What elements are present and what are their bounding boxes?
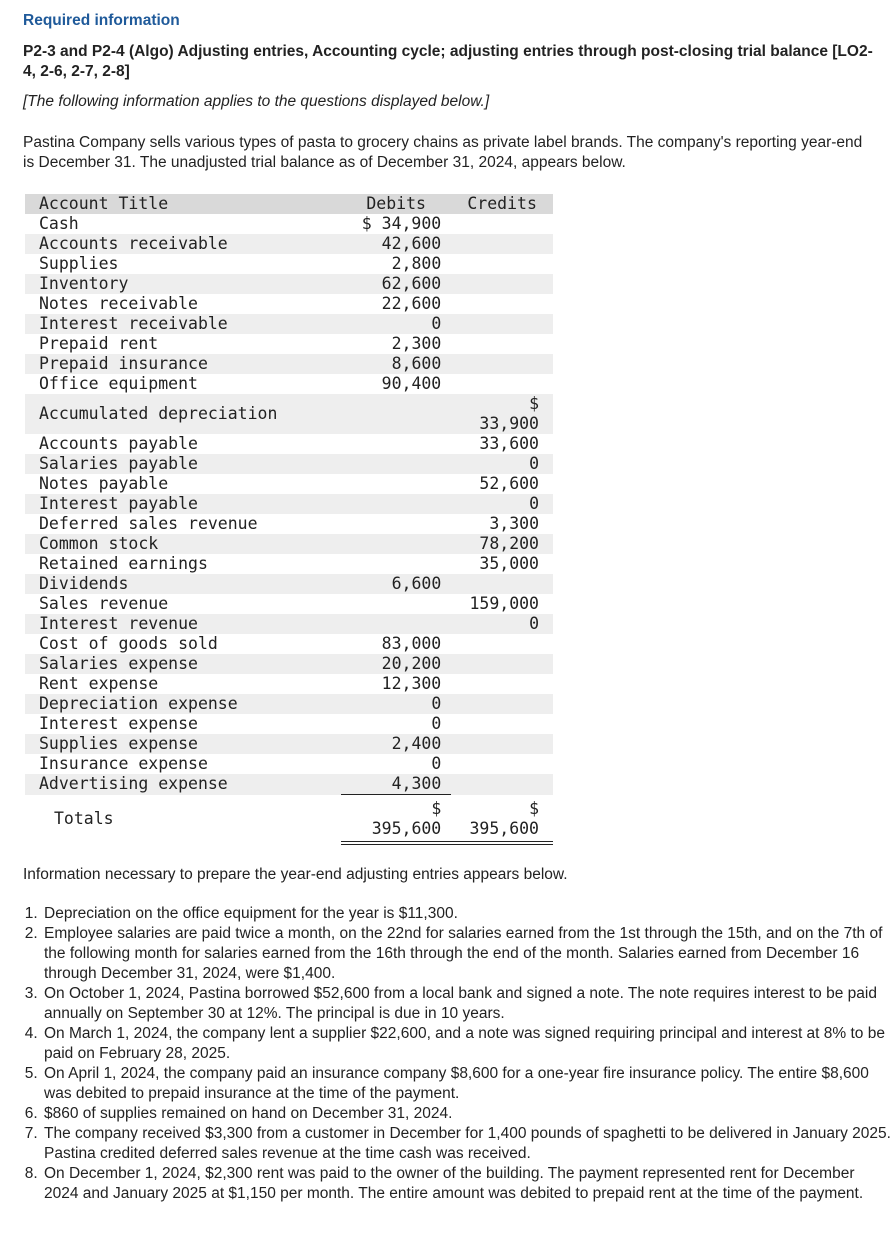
credit-cell: 33,600 [479,434,539,453]
account-title-cell: Cash [39,214,79,233]
table-row [25,554,553,574]
table-row [25,254,553,274]
table-row [25,454,553,474]
debit-cell: 90,400 [381,374,442,393]
table-row [25,274,553,294]
list-item: 6. $860 of supplies remained on hand on December 31, 2024. [42,1104,892,1124]
table-row [25,754,553,774]
credit-cell [451,234,553,254]
credit-value: 33,900 [479,414,539,433]
list-item: 4. On March 1, 2024, the company lent a supplier $22,600, and a note was signed requiring principal and interest at 8% to be paid on February 28, 2025. [42,1024,892,1064]
debit-cell [341,614,451,634]
table-row [25,594,553,614]
total-debit-value: 395,600 [371,819,442,838]
debit-cell: 6,600 [341,574,451,594]
header-debits: Debits [341,194,451,214]
account-title-cell: Interest revenue [25,614,341,634]
total-credit-value: 395,600 [469,819,539,838]
list-item: 5. On April 1, 2024, the company paid an insurance company $8,600 for a one-year fire insurance policy. The entire $8,600 was debited to prepaid insurance at the time of the payment. [42,1064,892,1104]
adjusting-info-intro: Information necessary to prepare the year-end adjusting entries appears below. [23,866,568,883]
debit-cell: 0 [341,314,451,334]
account-title-cell: Notes payable [39,474,169,493]
account-title-cell: Prepaid rent [39,334,159,353]
debit-cell: 0 [341,694,451,714]
account-title-cell: Salaries payable [25,454,341,474]
credit-cell: 78,200 [451,534,553,554]
header-credits: Credits [451,194,553,214]
debit-cell: 83,000 [381,634,442,653]
account-title-cell: Insurance expense [39,754,208,773]
debit-cell [341,394,451,434]
account-title-cell: Dividends [25,574,341,594]
credit-cell [451,674,553,694]
table-row [25,494,553,514]
credit-dollar-sign: $ [529,394,539,413]
account-title-cell: Interest expense [39,714,198,733]
list-item: 3. On October 1, 2024, Pastina borrowed $52,600 from a local bank and signed a note. The note requires interest to be paid annually on September 30 at 12%. The principal is due in 10 years. [42,984,892,1024]
total-credit-dollar-sign: $ [529,799,539,818]
table-row [25,394,553,434]
debit-cell: 0 [431,714,442,733]
account-title-cell: Accumulated depreciation [25,394,341,434]
account-title-cell: Accounts receivable [25,234,341,254]
credit-cell [451,214,553,234]
account-title-cell: Accounts payable [39,434,198,453]
header-account-title: Account Title [25,194,341,214]
debit-cell: 8,600 [341,354,451,374]
credit-cell: 3,300 [489,514,539,533]
credit-cell [451,654,553,674]
table-row [25,574,553,594]
credit-cell [451,394,553,434]
account-title-cell: Office equipment [39,374,198,393]
table-row [25,774,553,795]
list-item: 1. Depreciation on the office equipment for the year is $11,300. [42,904,892,924]
table-row [25,434,553,454]
credit-cell [451,314,553,334]
table-row [25,654,553,674]
account-title-cell: Depreciation expense [25,694,341,714]
credit-cell: 0 [451,494,553,514]
totals-row [25,795,553,844]
list-item: 2. Employee salaries are paid twice a month, on the 22nd for salaries earned from the 1st through the 15th, and on the 7th of the following month for salaries earned from the 16th through the end of the month. Salaries earned from December 16 through December 31, 2024, were $1,400. [42,924,892,984]
account-title-cell: Salaries expense [25,654,341,674]
credit-cell [451,254,553,274]
account-title-cell: Retained earnings [39,554,208,573]
table-row [25,614,553,634]
credit-cell [451,734,553,754]
credit-cell [451,354,553,374]
table-row [25,214,553,234]
debit-cell: 20,200 [341,654,451,674]
account-title-cell: Interest payable [25,494,341,514]
account-title-cell: Common stock [25,534,341,554]
credit-cell: 35,000 [479,554,539,573]
debit-cell: $ 34,900 [361,214,442,233]
list-item: 7. The company received $3,300 from a customer in December for 1,400 pounds of spaghetti to be delivered in January 2025. Pastina credited deferred sales revenue at the time cash was received. [42,1124,892,1164]
credit-cell [451,334,553,354]
table-row [25,234,553,254]
credit-cell [451,574,553,594]
table-header-row [25,194,553,214]
table-row [25,514,553,534]
account-title-cell: Deferred sales revenue [39,514,258,533]
credit-cell: 52,600 [479,474,539,493]
credit-cell [451,274,553,294]
credit-cell: 159,000 [469,594,539,613]
required-information-heading: Required information [23,12,180,29]
table-row [25,674,553,694]
account-title-cell: Notes receivable [39,294,198,313]
credit-cell [451,294,553,314]
account-title-cell: Advertising expense [25,774,341,795]
table-row [25,294,553,314]
debit-cell: 4,300 [341,774,451,795]
credit-cell: 0 [451,614,553,634]
debit-cell [341,494,451,514]
total-debit-dollar-sign: $ [431,799,442,818]
debit-cell: 0 [431,754,442,773]
credit-cell [451,374,553,394]
account-title-cell: Inventory [25,274,341,294]
debit-cell [341,474,451,494]
totals-label: Totals [54,808,114,828]
account-title-cell: Prepaid insurance [25,354,341,374]
credit-cell [451,754,553,774]
table-row [25,474,553,494]
table-row [25,314,553,334]
table-row [25,634,553,654]
debit-cell: 2,800 [391,254,442,273]
trial-balance-table [25,194,553,845]
info-note: [The following information applies to the questions displayed below.] [23,93,490,110]
debit-cell: 22,600 [381,294,442,313]
list-item: 8. On December 1, 2024, $2,300 rent was paid to the owner of the building. The payment represented rent for December 2024 and January 2025 at $1,150 per month. The entire amount was debited to prepaid rent at the time of the payment. [42,1164,892,1204]
table-row [25,534,553,554]
account-title-cell: Sales revenue [39,594,169,613]
account-title-cell: Rent expense [39,674,159,693]
table-row [25,714,553,734]
debit-cell [341,554,451,574]
table-row [25,374,553,394]
adjusting-info-list [18,904,892,1204]
problem-title: P2-3 and P2-4 (Algo) Adjusting entries, Accounting cycle; adjusting entries through post-closing trial balance [LO2-4, 2-6, 2-7, 2-8] [23,43,873,80]
debit-cell [341,594,451,614]
debit-cell: 2,300 [391,334,442,353]
debit-cell [341,434,451,454]
account-title-cell: Supplies expense [25,734,341,754]
debit-cell: 12,300 [381,674,442,693]
account-title-cell: Supplies [39,254,119,273]
table-row [25,694,553,714]
credit-cell [451,714,553,734]
debit-cell: 2,400 [341,734,451,754]
debit-cell [341,514,451,534]
total-debit-cell [341,795,451,844]
table-row [25,334,553,354]
credit-cell [451,774,553,795]
account-title-cell: Interest receivable [25,314,341,334]
total-credit-cell [451,795,553,844]
trial-balance-body [25,214,553,843]
credit-cell [451,694,553,714]
account-title-cell: Cost of goods sold [39,634,218,653]
debit-cell [341,534,451,554]
credit-cell [451,634,553,654]
table-row [25,354,553,374]
credit-cell: 0 [451,454,553,474]
intro-paragraph: Pastina Company sells various types of pasta to grocery chains as private label brands. The company's reporting year-end is December 31. The unadjusted trial balance as of December 31, 2024, appears below. [23,134,863,171]
debit-cell: 62,600 [341,274,451,294]
table-row [25,734,553,754]
debit-cell: 42,600 [341,234,451,254]
debit-cell [341,454,451,474]
